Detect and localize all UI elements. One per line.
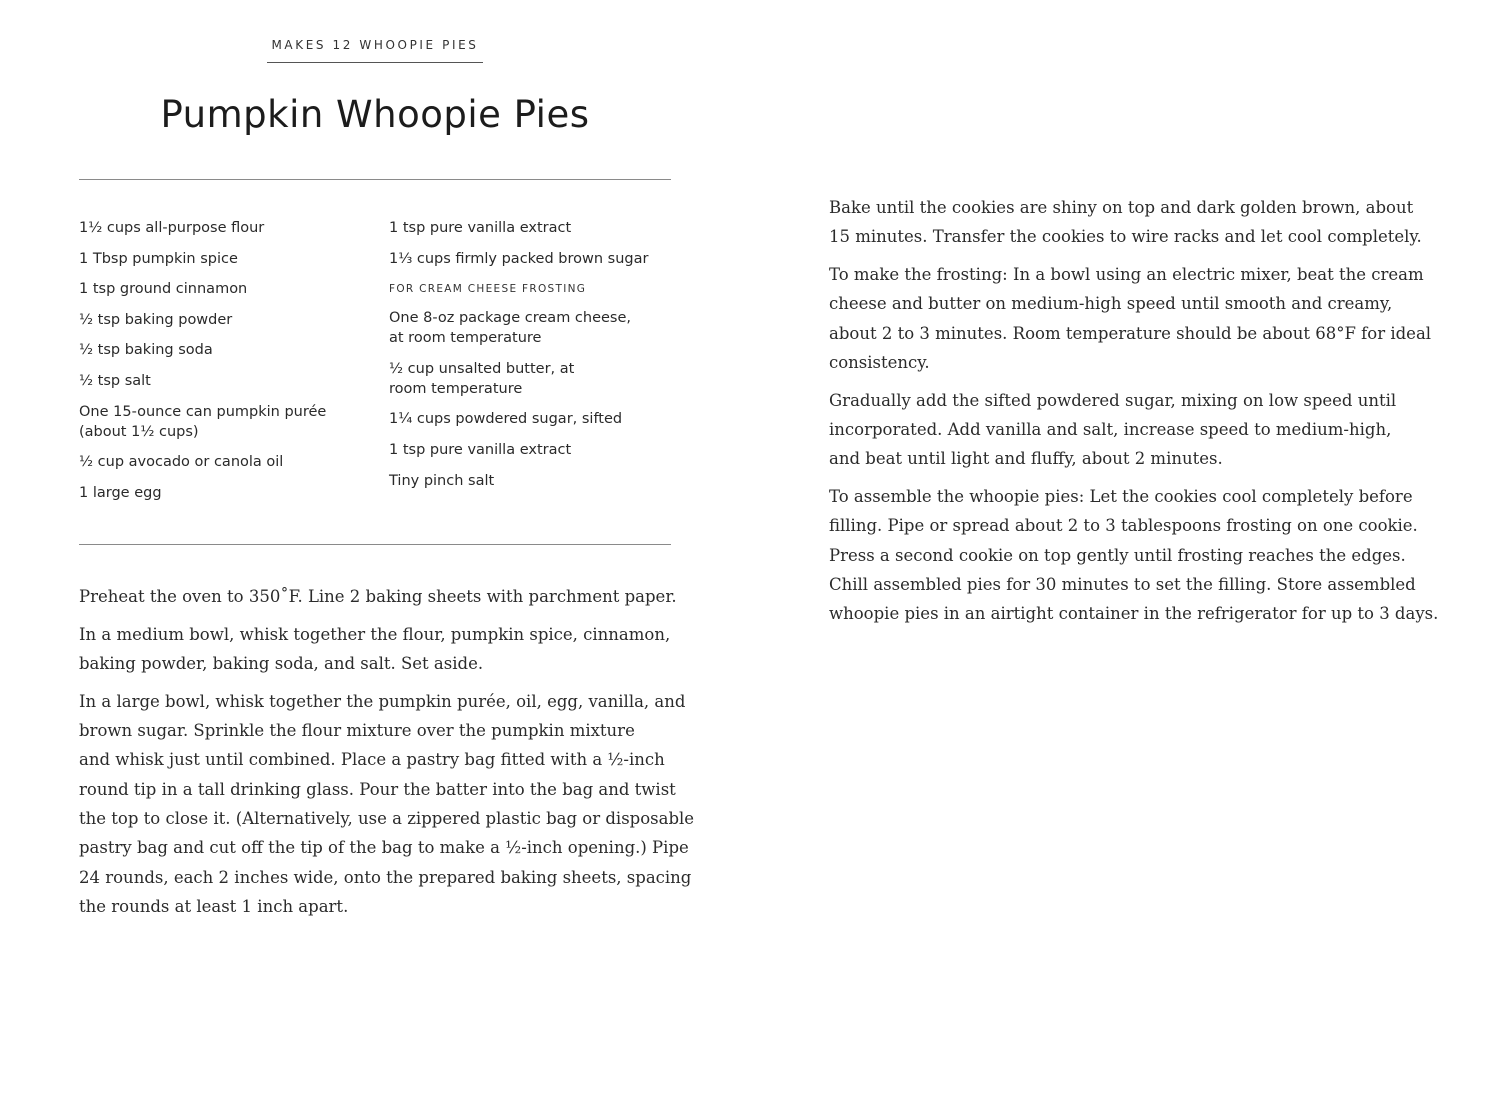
- method-line: and whisk just until combined. Place a pastry bag fitted with a ½-inch: [79, 750, 665, 770]
- method-line: In a large bowl, whisk together the pumpkin purée, oil, egg, vanilla, and: [79, 691, 686, 711]
- method-paragraph: [829, 386, 1429, 474]
- method-line: In a medium bowl, whisk together the flour, pumpkin spice, cinnamon,: [79, 624, 671, 644]
- ingredient-item: [389, 471, 671, 491]
- ingredient-line: ½ tsp salt: [79, 372, 151, 389]
- ingredients-bottom-divider: [79, 544, 671, 545]
- ingredient-line: One 15-ounce can pumpkin purée: [79, 403, 327, 420]
- ingredient-line: 1¼ cups powdered sugar, sifted: [389, 411, 623, 428]
- method-line: To assemble the whoopie pies: Let the cookies cool completely before: [829, 487, 1413, 507]
- method-paragraph: [79, 687, 695, 921]
- ingredient-line: 1½ cups all-purpose flour: [79, 220, 265, 236]
- ingredient-item: [79, 452, 369, 472]
- method-line: the rounds at least 1 inch apart.: [79, 896, 349, 916]
- ingredient-item: [79, 218, 369, 238]
- ingredient-line: 1⅓ cups firmly packed brown sugar: [389, 250, 649, 267]
- method-line: Preheat the oven to 350˚F. Line 2 baking sheets with parchment paper.: [79, 587, 677, 606]
- ingredients-column-2: [389, 218, 671, 501]
- method-paragraph: [829, 482, 1439, 628]
- method-line: baking powder, baking soda, and salt. Set aside.: [79, 654, 484, 674]
- ingredient-line: (about 1½ cups): [79, 423, 199, 440]
- method-line: Gradually add the sifted powdered sugar, mixing on low speed until: [829, 390, 1397, 410]
- ingredient-line: 1 large egg: [79, 484, 162, 501]
- method-line: and beat until light and fluffy, about 2 minutes.: [829, 449, 1223, 469]
- ingredient-item: [79, 310, 369, 330]
- method-line: Chill assembled pies for 30 minutes to set the filling. Store assembled: [829, 575, 1416, 595]
- ingredient-item: [79, 249, 369, 269]
- ingredient-item: [79, 279, 369, 299]
- ingredient-item: [79, 371, 369, 391]
- ingredient-item: [79, 402, 369, 442]
- method-line: filling. Pipe or spread about 2 to 3 tablespoons frosting on one cookie.: [829, 516, 1418, 536]
- method-line: round tip in a tall drinking glass. Pour the batter into the bag and twist: [79, 779, 676, 799]
- ingredient-item: [389, 249, 671, 269]
- ingredient-line: room temperature: [389, 380, 523, 397]
- method-paragraph: [829, 260, 1432, 377]
- ingredient-line: ½ tsp baking powder: [79, 311, 233, 328]
- method-line: 15 minutes. Transfer the cookies to wire racks and let cool completely.: [829, 227, 1422, 247]
- ingredient-item: [79, 340, 369, 360]
- method-right: [829, 193, 1439, 629]
- ingredients-top-divider: [79, 179, 671, 180]
- method-line: pastry bag and cut off the tip of the bag to make a ½-inch opening.) Pipe: [79, 838, 689, 858]
- method-line: 24 rounds, each 2 inches wide, onto the prepared baking sheets, spacing: [79, 867, 692, 887]
- ingredient-item: [389, 308, 671, 348]
- ingredient-line: FOR CREAM CHEESE FROSTING: [389, 283, 587, 296]
- method-line: cheese and butter on medium-high speed until smooth and creamy,: [829, 294, 1393, 314]
- method-line: about 2 to 3 minutes. Room temperature should be about 68°F for ideal: [829, 323, 1432, 343]
- method-line: whoopie pies in an airtight container in the refrigerator for up to 3 days.: [829, 604, 1439, 624]
- ingredient-item: [79, 483, 369, 503]
- method-line: consistency.: [829, 352, 930, 372]
- ingredient-line: ½ tsp baking soda: [79, 342, 213, 359]
- ingredient-item: [389, 440, 671, 460]
- right-page: [829, 193, 1439, 637]
- method-left: [79, 582, 695, 930]
- ingredient-line: 1 tsp ground cinnamon: [79, 281, 248, 298]
- method-line: brown sugar. Sprinkle the flour mixture over the pumpkin mixture: [79, 721, 635, 741]
- method-line: To make the frosting: In a bowl using an electric mixer, beat the cream: [829, 265, 1424, 285]
- recipe-yield: MAKES 12 WHOOPIE PIES: [271, 38, 479, 52]
- frosting-subheading: [389, 279, 671, 299]
- ingredient-line: Tiny pinch salt: [389, 472, 495, 489]
- yield-underline: [267, 62, 483, 63]
- method-line: the top to close it. (Alternatively, use a zippered plastic bag or disposable: [79, 809, 695, 829]
- ingredient-item: [389, 218, 671, 238]
- ingredient-item: [389, 409, 671, 429]
- method-paragraph: [79, 620, 679, 679]
- method-paragraph: [79, 582, 679, 611]
- ingredient-line: One 8-oz package cream cheese,: [389, 310, 632, 327]
- method-line: Press a second cookie on top gently until frosting reaches the edges.: [829, 545, 1406, 565]
- ingredient-line: at room temperature: [389, 330, 542, 347]
- ingredients-column-1: [79, 218, 369, 513]
- method-paragraph: [829, 193, 1429, 252]
- ingredient-item: [389, 359, 671, 399]
- ingredient-line: ½ cup avocado or canola oil: [79, 454, 284, 471]
- ingredient-line: 1 tsp pure vanilla extract: [389, 441, 572, 458]
- method-line: Bake until the cookies are shiny on top and dark golden brown, about: [829, 198, 1414, 217]
- ingredient-line: ½ cup unsalted butter, at: [389, 360, 575, 377]
- ingredient-line: 1 Tbsp pumpkin spice: [79, 250, 238, 267]
- method-line: incorporated. Add vanilla and salt, increase speed to medium-high,: [829, 420, 1392, 440]
- ingredient-line: 1 tsp pure vanilla extract: [389, 220, 572, 236]
- recipe-title: Pumpkin Whoopie Pies: [160, 93, 590, 136]
